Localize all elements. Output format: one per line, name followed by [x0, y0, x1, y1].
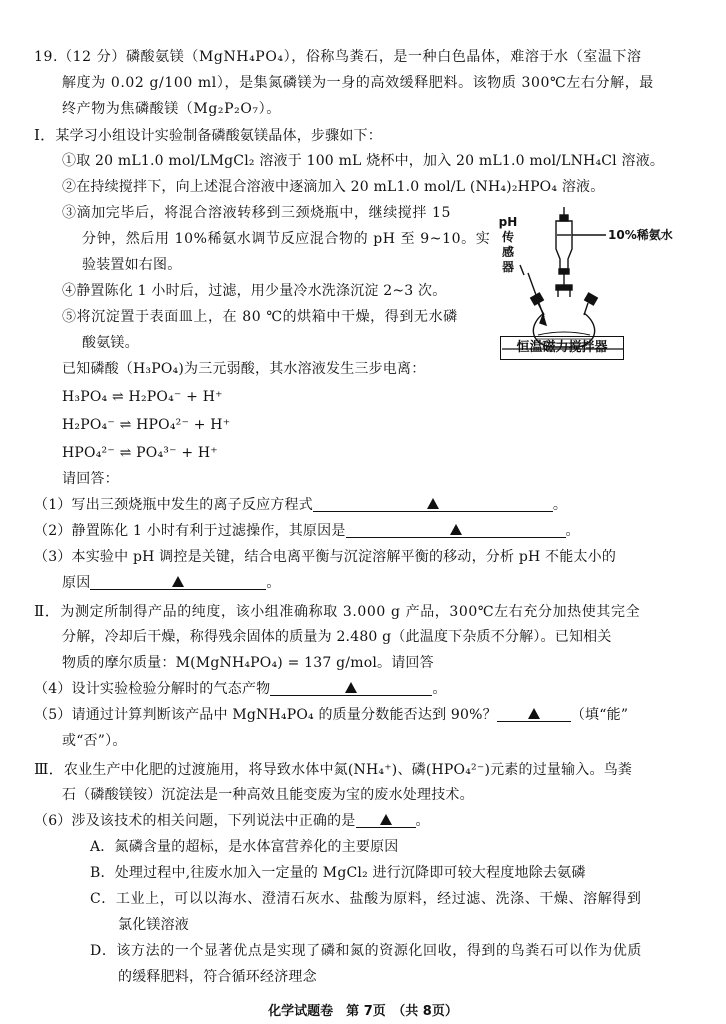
ph-sensor-label [498, 215, 518, 275]
option-c-line-1: C．工业上，可以以海水、澄清石灰水、盐酸为原料，经过滤、洗涤、干燥、溶解得到 [90, 891, 642, 907]
stirrer-label: 恒温磁力搅拌器 [500, 336, 624, 360]
part-2-text: 为测定所制得产品的纯度，该小组准确称取 3.000 g 产品，300℃左右充分加热使其完全 [60, 604, 641, 620]
sub-question-3-line-1: （3）本实验中 pH 调控是关键，结合电离平衡与沉淀溶解平衡的移动，分析 pH 不能太小的 [34, 549, 617, 565]
ph-probe-icon [520, 265, 546, 325]
sub-question-6-end: 。 [415, 813, 430, 829]
sub-question-2-text: （2）静置陈化 1 小时有利于过滤操作，其原因是 [34, 523, 346, 539]
question-number: 19. [34, 49, 59, 65]
question-19-line-2: 解度为 0.02 g/100 ml），是集氮磷镁为一身的高效缓释肥料。该物质 300℃左右分解，最 [62, 75, 654, 91]
sub-question-3-text: 原因 [62, 575, 91, 591]
answer-blank-3[interactable] [90, 573, 266, 590]
known-statement: 已知磷酸（H₃PO₄)为三元弱酸，其水溶液发生三步电离： [62, 361, 426, 377]
triangle-marker-icon [345, 682, 357, 693]
sub-question-5-line-2: 或“否”）。 [62, 733, 127, 749]
part-2-numeral: Ⅱ． [34, 602, 61, 620]
answer-blank-1[interactable] [313, 495, 553, 512]
part-1-intro [34, 124, 382, 147]
triangle-marker-icon [528, 708, 540, 719]
part-1-numeral: Ⅰ． [34, 126, 56, 144]
part-1-intro-text: 某学习小组设计实验制备磷酸氨镁晶体，步骤如下： [55, 128, 382, 144]
answer-blank-5[interactable] [497, 705, 571, 722]
triangle-marker-icon [380, 814, 392, 825]
sub-question-2 [34, 520, 580, 542]
ph-sensor-label-text: pH 传 感 器 [498, 215, 518, 274]
question-19-line-1 [34, 46, 642, 68]
equilibrium-1: H₃PO₄ ⇌ H₂PO₄⁻ + H⁺ [62, 389, 223, 405]
step-3-line-3: 验装置如右图。 [82, 257, 182, 273]
part-3-numeral: Ⅲ． [34, 760, 64, 778]
step-3-line-2: 分钟，然后用 10%稀氨水调节反应混合物的 pH 至 9~10。实 [82, 231, 491, 247]
dropping-funnel-icon [556, 207, 606, 289]
question-19-line-3: 终产物为焦磷酸镁（Mg₂P₂O₇）。 [62, 101, 281, 117]
sub-question-4 [34, 678, 447, 700]
part-3-text: 农业生产中化肥的过渡施用，将导致水体中氮(NH₄⁺)、磷(HPO₄²⁻)元素的过量输入。鸟粪 [63, 762, 633, 778]
part-3-line-2: 石（磷酸镁铵）沉淀法是一种高效且能变废为宝的废水处理技术。 [62, 787, 474, 803]
part-2-line-1 [34, 600, 640, 623]
option-a: A．氮磷含量的超标，是水体富营养化的主要原因 [90, 839, 399, 855]
sub-question-5-line-1 [34, 704, 628, 726]
sub-question-3-end: 。 [266, 575, 281, 591]
part-3-line-1 [34, 758, 632, 781]
answer-blank-2[interactable] [346, 521, 566, 538]
sub-question-1-text: （1）写出三颈烧瓶中发生的离子反应方程式 [34, 497, 313, 513]
sub-question-6 [34, 810, 430, 832]
triangle-marker-icon [427, 498, 439, 509]
sub-question-4-end: 。 [432, 681, 447, 697]
sub-question-1-end: 。 [552, 497, 568, 513]
option-b: B．处理过程中,往废水加入一定量的 MgCl₂ 进行沉降即可较大程度地除去氨磷 [90, 865, 586, 881]
sub-question-3-line-2 [62, 572, 281, 594]
option-d-line-2: 的缓释肥料，符合循环经济理念 [118, 969, 317, 985]
sub-question-1 [34, 494, 567, 516]
sub-question-2-end: 。 [565, 523, 580, 539]
please-answer: 请回答： [62, 471, 119, 487]
sub-question-5-text: （5）请通过计算判断该产品中 MgNH₄PO₄ 的质量分数能否达到 90%？ [34, 707, 497, 723]
triangle-marker-icon [450, 524, 462, 535]
page-footer: 化学试题卷 第 7页 （共 8页） [268, 1004, 458, 1019]
sub-question-4-text: （4）设计实验检验分解时的气态产物 [34, 681, 271, 697]
ammonia-label: 10%稀氨水 [608, 228, 673, 242]
step-5-line-2: 酸氨镁。 [82, 335, 139, 351]
step-4: ④静置陈化 1 小时后，过滤，用少量冷水洗涤沉淀 2~3 次。 [62, 283, 447, 299]
answer-blank-6[interactable] [356, 811, 416, 828]
answer-blank-4[interactable] [270, 679, 432, 696]
option-c-line-2: 氯化镁溶液 [118, 917, 189, 933]
sub-question-6-text: （6）涉及该技术的相关问题，下列说法中正确的是 [34, 813, 356, 829]
sub-question-5-end: （填“能” [570, 707, 629, 723]
step-1: ①取 20 mL1.0 mol/LMgCl₂ 溶液于 100 mL 烧杯中，加入 20 mL1.0 mol/LNH₄Cl 溶液。 [62, 153, 665, 169]
part-2-line-2: 分解，冷却后干燥，称得残余固体的质量为 2.480 g（此温度下杂质不分解）。已知相关 [62, 629, 612, 645]
question-19-text: （12 分）磷酸氨镁（MgNH₄PO₄），俗称鸟粪石，是一种白色晶体，难溶于水（室温下溶 [58, 49, 642, 65]
step-3-line-1: ③滴加完毕后，将混合溶液转移到三颈烧瓶中，继续搅拌 15 [62, 205, 452, 221]
equilibrium-3: HPO₄²⁻ ⇌ PO₄³⁻ + H⁺ [62, 445, 218, 461]
part-2-line-3: 物质的摩尔质量：M(MgNH₄PO₄) = 137 g/mol。请回答 [62, 655, 434, 671]
step-5-line-1: ⑤将沉淀置于表面皿上，在 80 ℃的烘箱中干燥，得到无水磷 [62, 309, 458, 325]
step-2: ②在持续搅拌下，向上述混合溶液中逐滴加入 20 mL1.0 mol/L (NH₄)₂HPO₄ 溶液。 [62, 179, 605, 195]
triangle-marker-icon [172, 576, 184, 587]
equilibrium-2: H₂PO₄⁻ ⇌ HPO₄²⁻ + H⁺ [62, 417, 231, 433]
option-d-line-1: D．该方法的一个显著优点是实现了磷和氮的资源化回收，得到的鸟粪石可以作为优质 [90, 943, 643, 959]
